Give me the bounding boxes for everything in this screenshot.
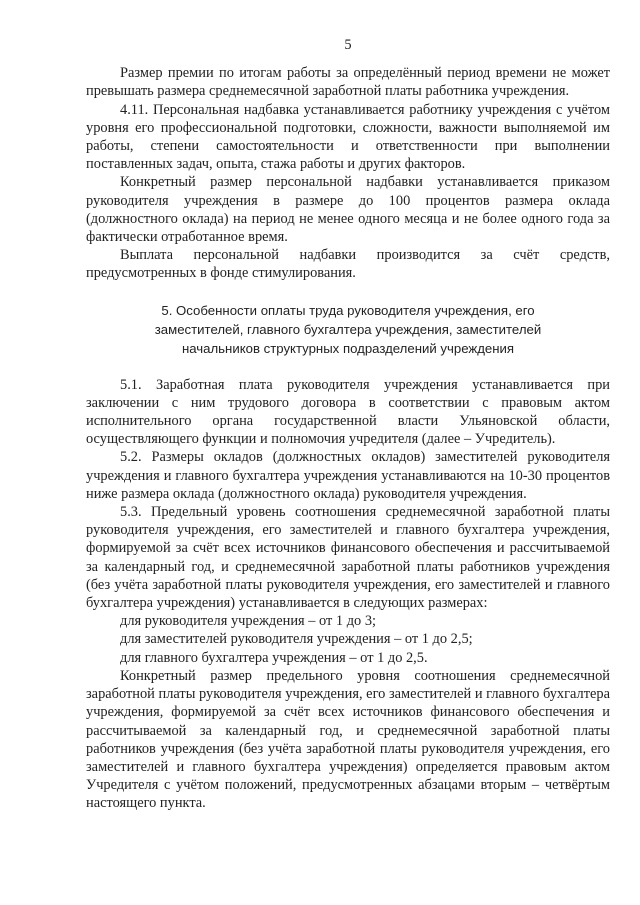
- paragraph-allowance-payment: Выплата персональной надбавки производится за счёт средств, предусмотренных в фонде стимулирования.: [86, 247, 610, 282]
- section-heading-line-3: начальников структурных подразделений учреждения: [181, 340, 515, 356]
- section-heading-line-2: заместителей, главного бухгалтера учреждения, заместителей: [154, 321, 542, 337]
- section-heading-line-1: 5. Особенности оплаты труда руководителя учреждения, его: [161, 302, 535, 318]
- section-5-heading: [86, 301, 610, 358]
- paragraph-final-ratio: Конкретный размер предельного уровня соотношения среднемесячной заработной платы руководителя учреждения, его заместителей и главного бухгалтера учреждения, формируемой за счёт всех источников финансового обеспечения и рассчитываемой за календарный год, и среднемесячной заработной платы работников учреждения (без учёта заработной платы руководителя учреждения, его заместителей и главного бухгалтера учреждения) определяется правовым актом Учредителя с учётом положений, предусмотренных абзацами вторым – четвёртым настоящего пункта.: [86, 667, 610, 812]
- page-number: 5: [344, 37, 352, 53]
- list-item-chief-accountant: для главного бухгалтера учреждения – от 1 до 2,5.: [120, 649, 428, 666]
- paragraph-5-2: 5.2. Размеры окладов (должностных окладов) заместителей руководителя учреждения и главного бухгалтера учреждения устанавливаются на 10-30 процентов ниже размера оклада (должностного оклада) руководителя учреждения.: [86, 449, 610, 502]
- paragraph-4-11: 4.11. Персональная надбавка устанавливается работнику учреждения с учётом уровня его профессиональной подготовки, сложности, важности выполняемой им работы, степени самостоятельности и ответственности при выполнении поставленных задач, опыта, стажа работы и других факторов.: [86, 101, 610, 173]
- paragraph-bonus-limit: Размер премии по итогам работы за определённый период времени не может превышать размера среднемесячной заработной платы работника учреждения.: [86, 65, 610, 100]
- paragraph-personal-allowance-size: Конкретный размер персональной надбавки устанавливается приказом руководителя учреждения в размере до 100 процентов размера оклада (должностного оклада) на период не менее одного месяца и не более одного года за фактически отработанное время.: [86, 174, 610, 246]
- paragraph-5-1: 5.1. Заработная плата руководителя учреждения устанавливается при заключении с ним трудового договора в соответствии с правовым актом исполнительного органа государственной власти Ульяновской области, осуществляющего функции и полномочия учредителя (далее – Учредитель).: [86, 376, 610, 448]
- list-item-head: для руководителя учреждения – от 1 до 3;: [120, 613, 377, 630]
- list-item-deputies: для заместителей руководителя учреждения – от 1 до 2,5;: [120, 631, 473, 648]
- document-page: [86, 36, 610, 813]
- paragraph-5-3: 5.3. Предельный уровень соотношения среднемесячной заработной платы руководителя учреждения, его заместителей и главного бухгалтера учреждения, формируемой за счёт всех источников финансового обеспечения и рассчитываемой за календарный год, и среднемесячной заработной платы работников учреждения (без учёта заработной платы руководителя учреждения, его заместителей и главного бухгалтера учреждения) устанавливается в следующих размерах:: [86, 504, 610, 612]
